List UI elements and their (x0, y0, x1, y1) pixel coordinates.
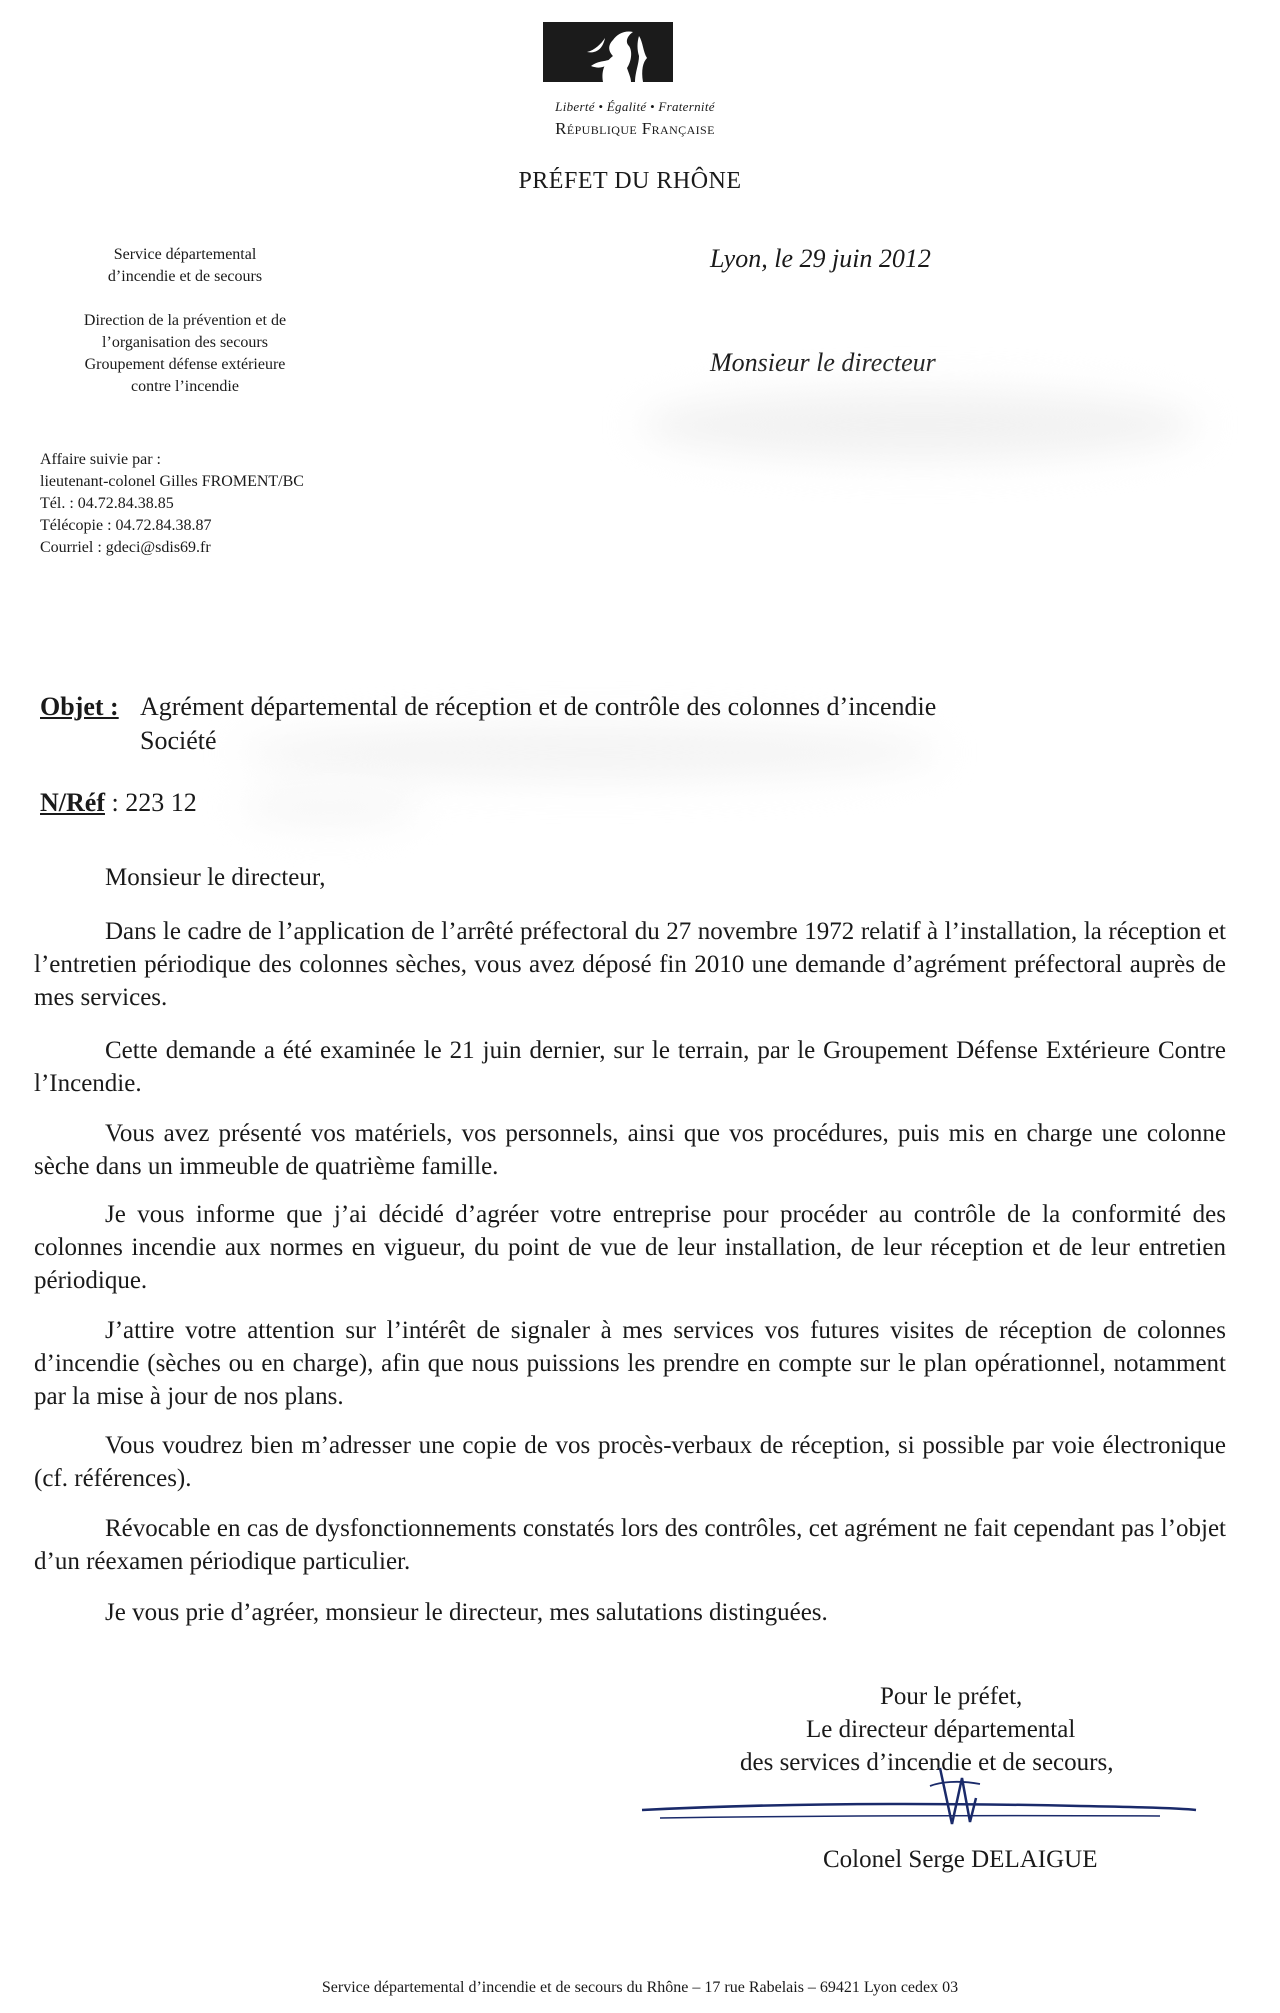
body-paragraph: Vous voudrez bien m’adresser une copie de vos procès-verbaux de réception, si possible par voie électronique (cf. références). (34, 1432, 1226, 1492)
body-paragraph: Je vous prie d’agréer, monsieur le directeur, mes salutations distinguées. (105, 1599, 828, 1626)
contact-fax: Télécopie : 04.72.84.38.87 (40, 517, 212, 534)
affaire-label: Affaire suivie par : (40, 451, 161, 468)
body-paragraph: Vous avez présenté vos matériels, vos personnels, ainsi que vos procédures, puis mis en charge une colonne sèche dans un immeuble de quatrième famille. (34, 1120, 1226, 1180)
direction-line: l’organisation des secours (102, 334, 268, 351)
handwritten-signature (640, 1758, 1200, 1833)
contact-block (40, 449, 304, 559)
redaction-smudge (240, 790, 420, 825)
contact-tel: Tél. : 04.72.84.38.85 (40, 495, 174, 512)
reference-block (40, 788, 197, 818)
service-line: d’incendie et de secours (107, 268, 263, 285)
direction-line: Groupement défense extérieure (84, 356, 286, 373)
direction-line: Direction de la prévention et de (83, 312, 287, 329)
republic-motto: Liberté • Égalité • Fraternité (555, 99, 715, 114)
signer-name: Colonel Serge DELAIGUE (823, 1846, 1098, 1873)
affaire-name: lieutenant-colonel Gilles FROMENT/BC (40, 473, 304, 490)
redaction-smudge (640, 390, 1200, 460)
objet-label: Objet : (40, 692, 119, 721)
signature-line: Pour le préfet, (880, 1683, 1023, 1710)
redaction-smudge (240, 725, 940, 780)
prefet-title: PRÉFET DU RHÔNE (518, 168, 742, 194)
body-paragraph: Dans le cadre de l’application de l’arrêté préfectoral du 27 novembre 1972 relatif à l’installation, la réception et l’entretien périodique des colonnes sèches, vous avez déposé fin 2010 une demande d’agrément préfectoral auprès de mes services. (34, 918, 1226, 1011)
objet-line1: Agrément départemental de réception et de contrôle des colonnes d’incendie (140, 692, 937, 721)
recipient: Monsieur le directeur (710, 348, 936, 377)
body-paragraph: Cette demande a été examinée le 21 juin dernier, sur le terrain, par le Groupement Défense Extérieure Contre l’Incendie. (34, 1037, 1226, 1097)
service-line: Service départemental (113, 246, 257, 263)
objet-block (40, 690, 937, 755)
signature-line: Le directeur départemental (806, 1716, 1076, 1743)
footer-address: Service départemental d’incendie et de secours du Rhône – 17 rue Rabelais – 69421 Lyon cedex 03 (321, 1979, 959, 1996)
sender-direction (40, 310, 330, 398)
signature-line: des services d’incendie et de secours, (740, 1749, 1114, 1776)
ref-label: N/Réf (40, 788, 105, 817)
ref-value: : 223 12 (111, 788, 197, 817)
body-paragraph: Révocable en cas de dysfonctionnements constatés lors des contrôles, cet agrément ne fait cependant pas l’objet d’un réexamen périodique particulier. (34, 1515, 1226, 1575)
body-paragraph: J’attire votre attention sur l’intérêt de signaler à mes services vos futures visites de réception de colonnes d’incendie (sèches ou en charge), afin que nous puissions les prendre en compte sur le plan opérationnel, notamment par la mise à jour de nos plans. (34, 1317, 1226, 1410)
sender-service (40, 244, 330, 288)
direction-line: contre l’incendie (131, 378, 239, 395)
letter-date: Lyon, le 29 juin 2012 (710, 244, 931, 273)
republique-francaise: République Française (555, 119, 715, 138)
objet-line2: Société (140, 726, 217, 755)
body-paragraph: Je vous informe que j’ai décidé d’agréer votre entreprise pour procéder au contrôle de la conformité des colonnes incendie aux normes en vigueur, du point de vue de leur installation, de leur réception et de leur entretien périodique. (34, 1201, 1226, 1294)
contact-email: Courriel : gdeci@sdis69.fr (40, 539, 211, 556)
marianne-logo (543, 22, 673, 82)
salutation: Monsieur le directeur, (105, 864, 326, 891)
